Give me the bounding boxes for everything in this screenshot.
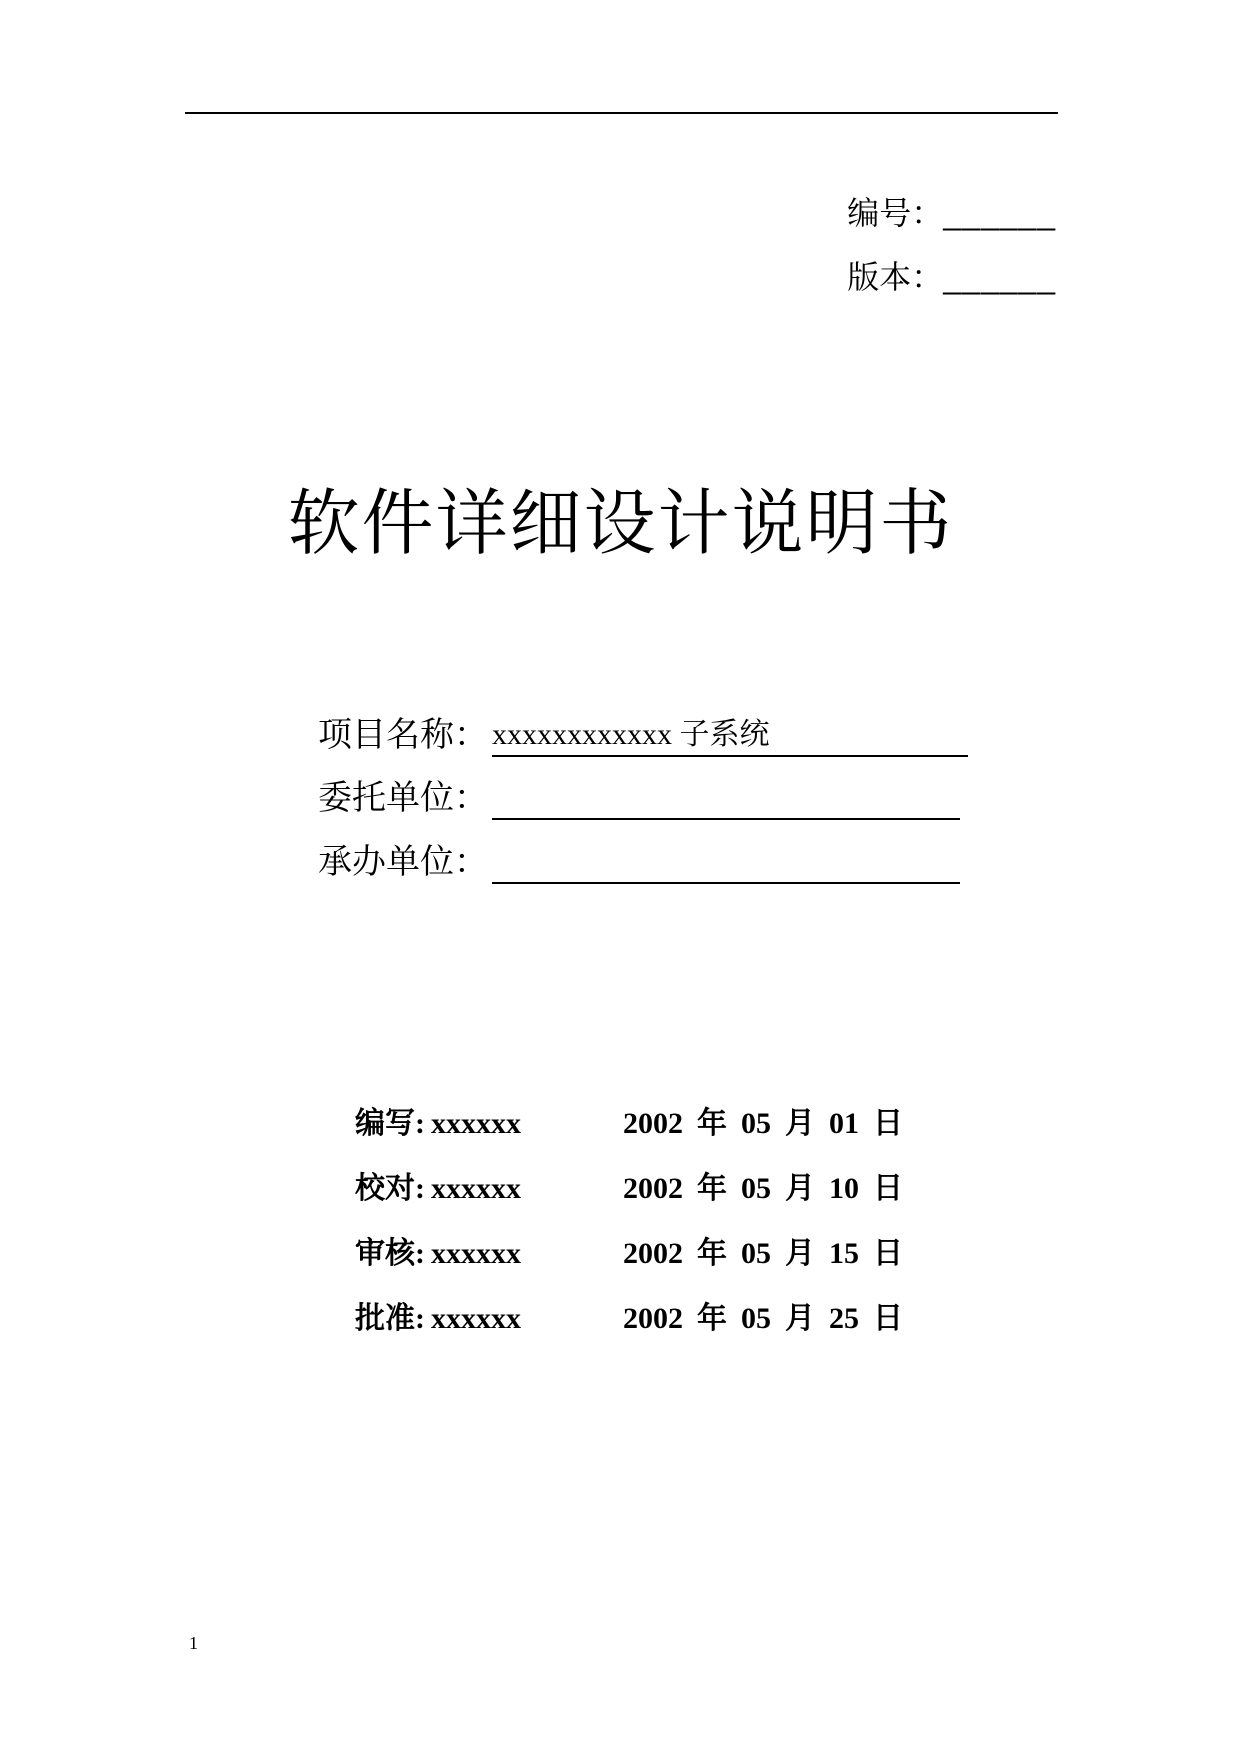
page-number: 1	[189, 1633, 198, 1653]
signoff-day: 10	[829, 1172, 859, 1205]
client-row	[318, 776, 960, 820]
signoff-name: xxxxxx	[431, 1302, 521, 1335]
signoff-month-unit: 月	[785, 1237, 815, 1270]
document-version-blank: ______	[943, 259, 1056, 295]
signoff-row-reviewer	[355, 1232, 903, 1276]
signoff-role: 批准	[355, 1302, 415, 1335]
signoff-year: 2002	[623, 1302, 683, 1335]
client-value	[492, 778, 960, 820]
document-title: 软件详细设计说明书	[287, 481, 954, 565]
signoff-role: 审核	[355, 1237, 415, 1270]
signoff-month-unit: 月	[785, 1302, 815, 1335]
signoff-name: xxxxxx	[431, 1237, 521, 1270]
header-rule	[185, 112, 1058, 114]
contractor-label: 承办单位：	[318, 842, 488, 882]
signoff-role: 校对	[355, 1172, 415, 1205]
signoff-separator: :	[415, 1237, 425, 1270]
document-code-line	[847, 193, 1056, 233]
signoff-row-author	[355, 1102, 903, 1146]
client-label: 委托单位：	[318, 778, 488, 818]
signoff-year-unit: 年	[697, 1302, 727, 1335]
signoff-separator: :	[415, 1172, 425, 1205]
signoff-day: 15	[829, 1237, 859, 1270]
signoff-day-unit: 日	[873, 1172, 903, 1205]
contractor-row	[318, 840, 960, 884]
contractor-value	[492, 842, 960, 884]
signoff-day-unit: 日	[873, 1107, 903, 1140]
signoff-year-unit: 年	[697, 1107, 727, 1140]
signoff-month: 05	[741, 1172, 771, 1205]
signoff-date	[623, 1102, 917, 1146]
project-name-value: xxxxxxxxxxxx 子系统	[492, 715, 968, 757]
signoff-month-unit: 月	[785, 1172, 815, 1205]
project-name-row	[318, 713, 968, 757]
signoff-role: 编写	[355, 1107, 415, 1140]
signoff-row-proofreader	[355, 1167, 903, 1211]
document-version-line	[847, 257, 1056, 297]
signoff-separator: :	[415, 1107, 425, 1140]
signoff-row-approver	[355, 1297, 903, 1341]
signoff-day-unit: 日	[873, 1302, 903, 1335]
document-code-label: 编号：	[847, 194, 944, 232]
signoff-separator: :	[415, 1302, 425, 1335]
project-name-label: 项目名称：	[318, 715, 488, 755]
signoff-month: 05	[741, 1302, 771, 1335]
document-code-blank: ______	[943, 195, 1056, 231]
signoff-month-unit: 月	[785, 1107, 815, 1140]
signoff-name: xxxxxx	[431, 1172, 521, 1205]
signoff-day: 25	[829, 1302, 859, 1335]
signoff-year: 2002	[623, 1107, 683, 1140]
signoff-year-unit: 年	[697, 1237, 727, 1270]
signoff-year-unit: 年	[697, 1172, 727, 1205]
signoff-day: 01	[829, 1107, 859, 1140]
signoff-day-unit: 日	[873, 1237, 903, 1270]
signoff-month: 05	[741, 1107, 771, 1140]
signoff-year: 2002	[623, 1237, 683, 1270]
signoff-date	[623, 1297, 917, 1341]
document-version-label: 版本：	[847, 258, 944, 296]
signoff-year: 2002	[623, 1172, 683, 1205]
signoff-name: xxxxxx	[431, 1107, 521, 1140]
signoff-month: 05	[741, 1237, 771, 1270]
signoff-date	[623, 1167, 917, 1211]
signoff-date	[623, 1232, 917, 1276]
